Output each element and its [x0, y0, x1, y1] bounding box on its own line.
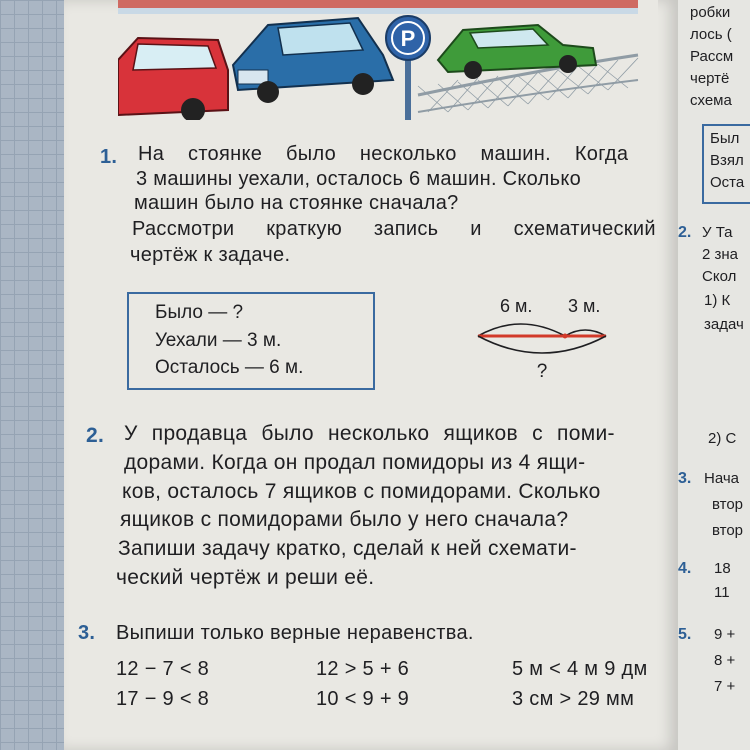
diagram-label-right: 3 м.	[568, 296, 601, 316]
inequality-r2-c2: 10 < 9 + 9	[316, 688, 410, 710]
rp-item3-3: втор	[712, 522, 744, 539]
rp-top-2: лось (	[690, 26, 732, 43]
inequality-r2-c1: 17 − 9 < 8	[116, 688, 210, 710]
diagram-label-total: ?	[536, 361, 548, 382]
task3-title: Выпиши только верные неравенства.	[116, 622, 474, 644]
rp-item5-3: 7 +	[714, 678, 736, 695]
task3-number: 3.	[78, 622, 96, 644]
inequality-r2-c3: 3 см > 29 мм	[512, 688, 635, 710]
rp-top-1: робки	[690, 4, 731, 21]
task1-line-2: 3 машины уехали, осталось 6 машин. Сколько	[136, 168, 582, 190]
arc-six	[478, 324, 565, 336]
short-record-line-2: Уехали — 3 м.	[155, 330, 282, 351]
rp-item2-4: 1) К	[704, 292, 731, 309]
left-page-grid	[0, 0, 64, 750]
inequality-r1-c3: 5 м < 4 м 9 дм	[512, 658, 648, 680]
parking-illustration	[118, 0, 658, 120]
rp-item5-1: 9 +	[714, 626, 736, 643]
short-record-line-3: Осталось — 6 м.	[155, 357, 304, 378]
task2-line-4: ящиков с помидорами было у него сначала?	[120, 508, 569, 531]
task2-line-5: Запиши задачу кратко, сделай к ней схемати-	[118, 537, 577, 560]
rp-item2-1: У Та	[702, 224, 733, 241]
svg-text:P: P	[400, 26, 416, 51]
rp-item3-number: 3.	[678, 470, 692, 487]
task1-line-1: На стоянке было несколько машин. Когда	[138, 143, 629, 165]
rp-box-1: Был	[710, 130, 740, 147]
diagram-label-left: 6 м.	[500, 296, 533, 316]
schematic-diagram	[470, 290, 620, 390]
rp-item4-1: 18	[714, 560, 731, 577]
rp-item3-1: Нача	[704, 470, 740, 487]
task2-number: 2.	[86, 424, 105, 447]
task1-line-3: машин было на стоянке сначала?	[134, 192, 459, 214]
inequality-r1-c2: 12 > 5 + 6	[316, 658, 410, 680]
task1-number: 1.	[100, 146, 118, 168]
rp-box-3: Оста	[710, 174, 745, 191]
right-page-fragment	[678, 0, 750, 750]
task1-line-4: Рассмотри краткую запись и схематический	[132, 218, 656, 240]
short-record-line-1: Было — ?	[155, 302, 244, 323]
rp-item3-2: втор	[712, 496, 744, 513]
rp-item4-2: 11	[714, 584, 730, 601]
rp-item5-number: 5.	[678, 626, 692, 643]
task2-line-2: дорами. Когда он продал помидоры из 4 ящи-	[124, 451, 586, 474]
rp-item4-number: 4.	[678, 560, 692, 577]
task1-line-5: чертёж к задаче.	[130, 244, 291, 266]
rp-box-2: Взял	[710, 152, 744, 169]
task2-line-1: У продавца было несколько ящиков с поми-	[124, 422, 615, 445]
rp-item2-5: задач	[704, 316, 744, 333]
rp-item2-sub: 2) С	[708, 430, 737, 447]
rp-item5-2: 8 +	[714, 652, 736, 669]
inequality-r1-c1: 12 − 7 < 8	[116, 658, 210, 680]
red-car	[118, 38, 228, 120]
short-record-box	[127, 292, 375, 390]
task2-line-3: ков, осталось 7 ящиков с помидорами. Сколько	[122, 480, 601, 503]
rp-item2-number: 2.	[678, 224, 692, 241]
rp-top-3: Рассм	[690, 48, 734, 65]
rp-item2-2: 2 зна	[702, 246, 739, 263]
arc-total	[478, 336, 606, 353]
task2-line-6: ческий чертёж и реши её.	[116, 566, 375, 589]
rp-item2-3: Скол	[702, 268, 737, 285]
rp-top-4: чертё	[690, 70, 730, 87]
rp-top-5: схема	[690, 92, 732, 109]
